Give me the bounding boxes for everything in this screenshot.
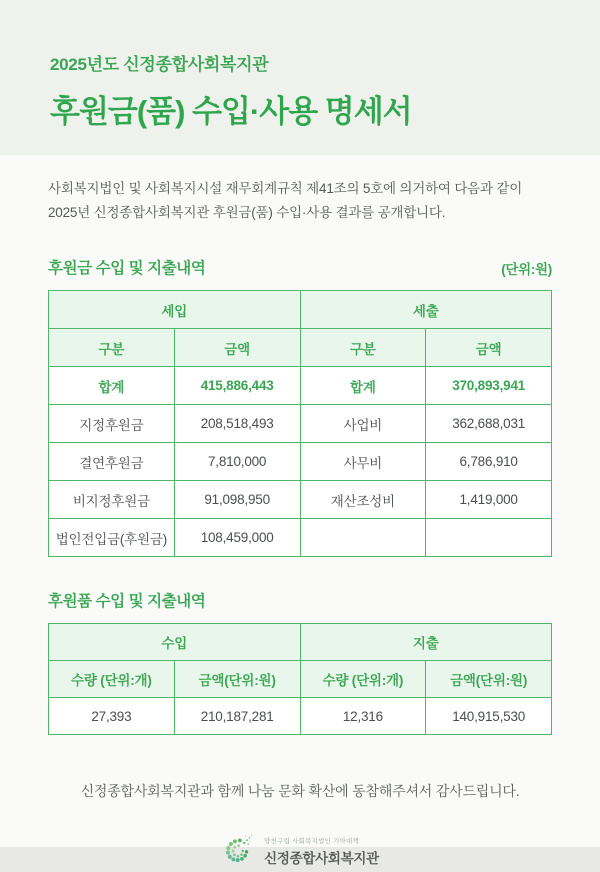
section-goods-title: 후원품 수입 및 지출내역: [48, 593, 206, 611]
document-subtitle: 2025년도 신정종합사회복지관: [50, 55, 269, 74]
table-cell: 결연후원금: [49, 443, 175, 481]
table-cell: [426, 519, 552, 557]
table-cell: 비지정후원금: [49, 481, 175, 519]
header-band: [0, 0, 600, 155]
organization-logo: [48, 831, 552, 872]
section-money-title: 후원금 수입 및 지출내역: [48, 260, 206, 278]
table-cell: 12,316: [300, 698, 426, 735]
column-header: 구분: [49, 329, 175, 367]
section-money-unit-label: (단위:원): [501, 262, 552, 278]
column-header: 수량 (단위:개): [49, 661, 175, 698]
expense-group-header: 지출: [300, 624, 552, 661]
table-cell: 208,518,493: [174, 405, 300, 443]
column-header: 금액: [174, 329, 300, 367]
income-group-header: 수입: [49, 624, 301, 661]
section-money-header: [48, 256, 552, 278]
table-row: [49, 624, 552, 661]
table-cell: 362,688,031: [426, 405, 552, 443]
table-row: [49, 481, 552, 519]
table-cell: 210,187,281: [174, 698, 300, 735]
table-cell: 합계: [300, 367, 426, 405]
table-cell: [300, 519, 426, 557]
table-row: [49, 405, 552, 443]
income-group-header: 세입: [49, 291, 301, 329]
document-title: 후원금(품) 수입·사용 명세서: [50, 94, 412, 129]
logo-name: 신정종합사회복지관: [264, 851, 379, 867]
expense-group-header: 세출: [300, 291, 552, 329]
intro-line-1: 사회복지법인 및 사회복지시설 재무회계규칙 제41조의 5호에 의거하여 다음과 같이: [48, 181, 523, 196]
table-cell: 140,915,530: [426, 698, 552, 735]
table-cell: 지정후원금: [49, 405, 175, 443]
logo-tagline: 양천구립 사회복지법인 기아대책: [264, 838, 359, 846]
table-cell: 27,393: [49, 698, 175, 735]
table-cell: 415,886,443: [174, 367, 300, 405]
table-row: [49, 329, 552, 367]
table-row-total: [49, 367, 552, 405]
donation-goods-table: [48, 623, 552, 735]
column-header: 수량 (단위:개): [300, 661, 426, 698]
table-cell: 6,786,910: [426, 443, 552, 481]
table-row: [49, 291, 552, 329]
logo-text: [264, 836, 379, 867]
intro-line-2: 2025년 신정종합사회복지관 후원금(품) 수입·사용 결과를 공개합니다.: [48, 204, 446, 220]
document-body: [0, 155, 600, 872]
table-cell: 1,419,000: [426, 481, 552, 519]
table-cell: 사무비: [300, 443, 426, 481]
column-header: 금액: [426, 329, 552, 367]
table-cell: 재산조성비: [300, 481, 426, 519]
logo-swirl-icon: [221, 831, 257, 872]
table-row: [49, 698, 552, 735]
table-cell: 법인전입금(후원금): [49, 519, 175, 557]
column-header: 구분: [300, 329, 426, 367]
table-cell: 사업비: [300, 405, 426, 443]
table-row: [49, 661, 552, 698]
intro-paragraph: [48, 155, 552, 224]
table-cell: 108,459,000: [174, 519, 300, 557]
table-cell: 합계: [49, 367, 175, 405]
table-row: [49, 443, 552, 481]
thanks-message: 신정종합사회복지관과 함께 나눔 문화 확산에 동참해주셔서 감사드립니다.: [80, 783, 520, 800]
table-row: [49, 519, 552, 557]
section-goods-header: [48, 589, 552, 611]
table-cell: 7,810,000: [174, 443, 300, 481]
table-cell: 370,893,941: [426, 367, 552, 405]
column-header: 금액(단위:원): [426, 661, 552, 698]
table-cell: 91,098,950: [174, 481, 300, 519]
donation-money-table: [48, 290, 552, 557]
column-header: 금액(단위:원): [174, 661, 300, 698]
